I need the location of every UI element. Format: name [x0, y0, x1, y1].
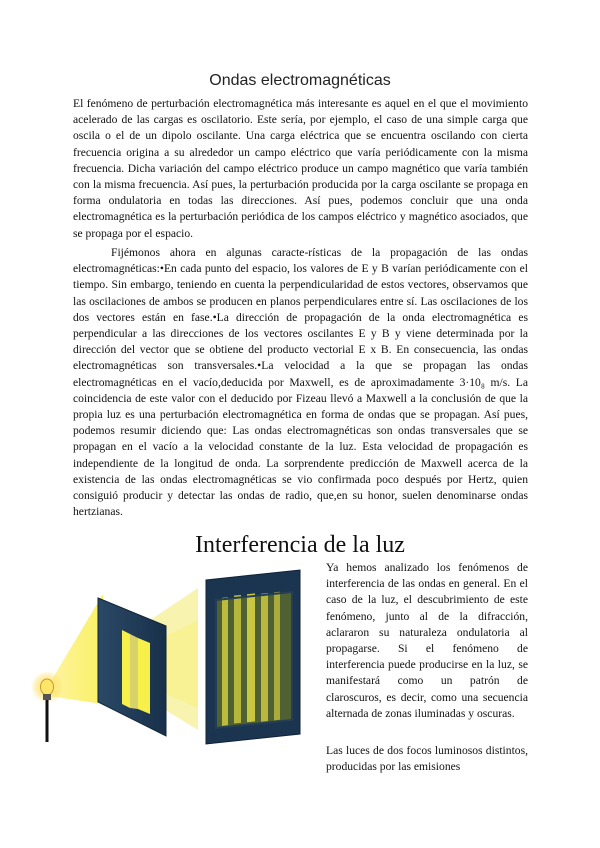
interference-illustration	[30, 568, 320, 748]
light-bulb-icon	[31, 671, 63, 742]
paragraph-two-sources: Las luces de dos focos luminosos distintos, producidas por las emisiones	[326, 744, 528, 774]
paragraph-interference: Ya hemos analizado los fenómenos de interferencia de las ondas en general. En el caso de la luz, el descubrimiento de este fenómeno, junto al de la difracción, aclararon su naturaleza ondulatoria al propagarse. Si el fenómeno de interferencia puede producirse en la luz, se manifestará como un patrón de claroscuros, es decir, como una secuencia alternada de zonas iluminadas y oscuras.	[326, 561, 528, 720]
section-title-interferencia: Interferencia de la luz	[195, 532, 405, 558]
double-slit-diagram	[30, 568, 320, 748]
interference-screen	[206, 570, 300, 744]
section-title-ondas: Ondas electromagnéticas	[209, 72, 391, 89]
paragraph-intro: El fenómeno de perturbación electromagnética más interesante es aquel en el que el movimiento acelerado de las cargas es oscilatorio. Este sería, por ejemplo, el caso de una simple carga que oscila o el de un dipolo oscilante. Una carga eléctrica que se encuentra oscilando con cierta frecuencia origina a su alrededor un campo eléctrico que varía periódicamente con la misma frecuencia. Dicha variación del campo eléctrico produce un campo magnético que varía también con la misma frecuencia. Así pues, la perturbación producida por la carga oscilante se propaga en forma ondulatoria en todas las direcciones. Así pues, podemos concluir que una onda electromagnética es la perturbación periódica de los campos eléctrico y magnético asociados, que se propaga por el espacio.	[73, 97, 528, 240]
paragraph-properties: Fijémonos ahora en algunas caracte-rísticas de la propagación de las ondas electromagnéticas:•En cada punto del espacio, los valores de E y B varían periódicamente con el tiempo. Sin embargo, teniendo en cuenta la perpendicularidad de estos vectores, observamos que las oscilaciones de ambos se producen en planos perpendiculares entre sí. Las oscilaciones de los dos vectores están en fase.•La dirección de propagación de la onda electromagnética es perpendicular a las direcciones de los vectores oscilantes E y B y viene determinada por la dirección del vector que se obtiene del producto vectorial E x B. En consecuencia, las ondas electromagnéticas son transversales.•La velocidad a la que se propagan las ondas electromagnéticas en el vacío,deducida por Maxwell, es de aproximadamente 3·10₈ m/s. La coincidencia de este valor con el deducido por Fizeau llevó a Maxwell a la conclusión de que la propia luz es una perturbación electromagnética en forma de ondas que se propagan. Así pues, podemos resumir diciendo que: Las ondas electromagnéticas son ondas transversales que se propagan en el vacío a la velocidad constante de la luz. Esta velocidad de propagación es independiente de la longitud de onda. La sorprendente predicción de Maxwell acerca de la existencia de las ondas electromagnéticas se vio confirmada poco después por Hertz, quien consiguió producir y detectar las ondas de radio, que,en su honor, suelen denominarse ondas hertzianas.	[73, 246, 528, 519]
